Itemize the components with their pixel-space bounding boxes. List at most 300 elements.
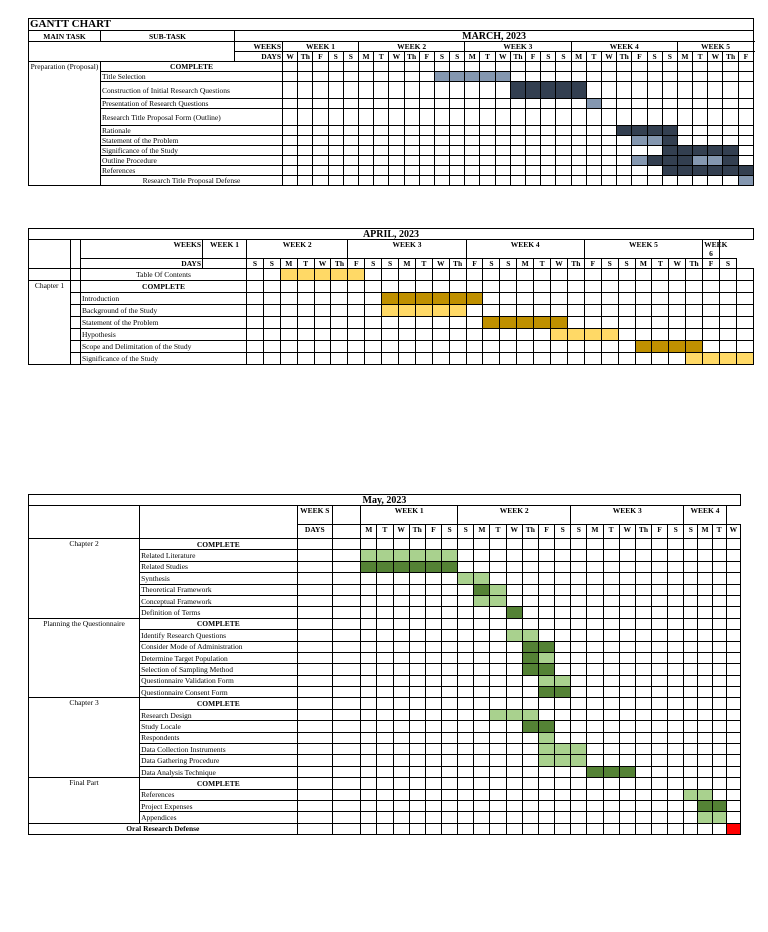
task-label: References: [140, 789, 298, 800]
gantt-cell: [361, 732, 377, 743]
gantt-cell: [712, 539, 726, 550]
gantt-cell: [555, 698, 571, 709]
gantt-cell: [712, 607, 726, 618]
gantt-bar-light: [331, 269, 348, 281]
gantt-cell: [465, 126, 480, 136]
gantt-bar-dark: [393, 561, 409, 572]
label-pad: [297, 698, 332, 709]
gantt-bar-dark: [474, 584, 490, 595]
gantt-cell: [652, 329, 669, 341]
gantt-cell: [652, 664, 668, 675]
gantt-cell: [382, 269, 399, 281]
gantt-cell: [393, 539, 409, 550]
gantt-cell: [283, 62, 298, 72]
gantt-cell: [526, 156, 541, 166]
gantt-cell: [361, 687, 377, 698]
gantt-cell: [603, 641, 619, 652]
task-label: Data Collection Instruments: [140, 744, 298, 755]
gantt-cell: [466, 269, 483, 281]
gantt-cell: [374, 126, 389, 136]
gantt-cell: [603, 573, 619, 584]
gantt-cell: [328, 136, 343, 146]
gantt-bar-light: [632, 136, 647, 146]
gantt-cell: [382, 329, 399, 341]
gantt-cell: [425, 823, 441, 834]
gantt-cell: [541, 99, 556, 109]
gantt-cell: [738, 146, 754, 156]
gantt-cell: [480, 99, 495, 109]
gantt-cell: [738, 156, 754, 166]
label-pad: [297, 550, 332, 561]
gantt-cell: [555, 630, 571, 641]
gantt-cell: [465, 146, 480, 156]
gantt-cell: [698, 641, 712, 652]
gantt-cell: [587, 687, 603, 698]
gantt-cell: [652, 721, 668, 732]
gantt-bar-dark: [669, 341, 686, 353]
gantt-cell: [555, 709, 571, 720]
label-pad: [297, 800, 332, 811]
gantt-cell: [361, 755, 377, 766]
gantt-cell: [587, 595, 603, 606]
gantt-cell: [466, 317, 483, 329]
gantt-cell: [419, 82, 434, 99]
gantt-cell: [571, 607, 587, 618]
gantt-cell: [374, 72, 389, 82]
gantt-bar-dark: [677, 166, 692, 176]
gantt-cell: [669, 353, 686, 365]
gantt-cell: [510, 62, 525, 72]
day-header: S: [719, 259, 736, 269]
gantt-cell: [506, 721, 522, 732]
label-pad2: [332, 687, 360, 698]
gantt-cell: [698, 561, 712, 572]
task-label: Outline Procedure: [101, 156, 283, 166]
gantt-cell: [458, 664, 474, 675]
day-header: F: [538, 525, 554, 539]
gantt-cell: [389, 109, 404, 126]
day-header: F: [425, 525, 441, 539]
gantt-bar-dark: [517, 317, 534, 329]
gantt-cell: [668, 652, 684, 663]
gantt-cell: [458, 812, 474, 823]
gantt-cell: [298, 62, 313, 72]
gantt-cell: [738, 136, 754, 146]
gantt-cell: [587, 584, 603, 595]
gantt-cell: [726, 766, 740, 777]
gantt-cell: [247, 353, 264, 365]
label-pad2: [332, 721, 360, 732]
gantt-bar-light: [361, 550, 377, 561]
gantt-cell: [617, 109, 632, 126]
gantt-cell: [668, 778, 684, 789]
gantt-cell: [409, 698, 425, 709]
gantt-cell: [425, 778, 441, 789]
gantt-cell: [297, 341, 314, 353]
gantt-cell: [603, 550, 619, 561]
gantt-cell: [409, 584, 425, 595]
gantt-cell: [313, 72, 328, 82]
gantt-bar-light: [465, 72, 480, 82]
day-header-blank: [332, 525, 360, 539]
gantt-cell: [490, 800, 506, 811]
gantt-cell: [419, 136, 434, 146]
gantt-cell: [314, 293, 331, 305]
gantt-cell: [441, 573, 457, 584]
gantt-cell: [506, 800, 522, 811]
gantt-cell: [635, 329, 652, 341]
gantt-cell: [474, 561, 490, 572]
day-header: S: [500, 259, 517, 269]
gantt-cell: [567, 293, 584, 305]
gantt-cell: [652, 652, 668, 663]
gantt-cell: [441, 709, 457, 720]
gantt-cell: [474, 744, 490, 755]
main-task-cell-empty: [29, 269, 71, 281]
gantt-cell: [490, 652, 506, 663]
gantt-cell: [480, 176, 495, 186]
day-header: S: [434, 52, 449, 62]
gantt-cell: [617, 176, 632, 186]
gantt-cell: [474, 709, 490, 720]
days-label: DAYS: [235, 52, 283, 62]
gantt-cell: [619, 744, 635, 755]
label-pad: [297, 652, 332, 663]
gantt-cell: [726, 584, 740, 595]
gantt-cell: [567, 317, 584, 329]
gantt-cell: [556, 176, 571, 186]
gantt-cell: [328, 176, 343, 186]
gantt-cell: [601, 126, 616, 136]
march-gantt-table: [28, 18, 754, 186]
gantt-cell: [441, 698, 457, 709]
task-label: Consider Mode of Administration: [140, 641, 298, 652]
gantt-cell: [409, 618, 425, 629]
gantt-cell: [506, 539, 522, 550]
gantt-cell: [374, 82, 389, 99]
gantt-cell: [652, 305, 669, 317]
gantt-cell: [635, 721, 651, 732]
gantt-cell: [712, 709, 726, 720]
gantt-cell: [603, 539, 619, 550]
gantt-cell: [541, 109, 556, 126]
gantt-cell: [409, 709, 425, 720]
gantt-cell: [506, 812, 522, 823]
gantt-cell: [506, 778, 522, 789]
gantt-cell: [425, 595, 441, 606]
defense-blank: [297, 823, 332, 834]
gantt-bar-light: [490, 595, 506, 606]
gantt-cell: [377, 607, 393, 618]
gantt-cell: [635, 550, 651, 561]
gantt-cell: [662, 62, 677, 72]
gantt-cell: [698, 630, 712, 641]
gantt-cell: [328, 99, 343, 109]
days-label: DAYS: [81, 259, 203, 269]
gantt-cell: [677, 99, 692, 109]
gantt-bar-dark: [632, 126, 647, 136]
gantt-cell: [668, 766, 684, 777]
day-header: T: [693, 52, 708, 62]
gantt-cell: [586, 62, 601, 72]
gantt-cell: [571, 687, 587, 698]
day-header: M: [517, 259, 534, 269]
gantt-cell: [587, 550, 603, 561]
gantt-cell: [571, 630, 587, 641]
gantt-cell: [348, 341, 365, 353]
gantt-cell: [441, 732, 457, 743]
complete-header: COMPLETE: [140, 618, 298, 629]
gantt-cell: [586, 156, 601, 166]
gantt-cell: [510, 99, 525, 109]
gantt-cell: [587, 721, 603, 732]
gantt-cell: [534, 329, 551, 341]
main-task-cell: Chapter 2: [29, 539, 140, 619]
gantt-cell: [618, 317, 635, 329]
gantt-cell: [677, 136, 692, 146]
gantt-cell: [458, 675, 474, 686]
gantt-cell: [719, 293, 736, 305]
gantt-cell: [458, 652, 474, 663]
gantt-cell: [247, 269, 264, 281]
task-label: Project Expenses: [140, 800, 298, 811]
label-pad2: [332, 539, 360, 550]
gantt-cell: [419, 126, 434, 136]
gantt-cell: [434, 176, 449, 186]
gantt-cell: [495, 82, 510, 99]
gantt-cell: [517, 341, 534, 353]
gantt-cell: [483, 293, 500, 305]
gantt-bar-dark: [555, 687, 571, 698]
gantt-cell: [736, 317, 753, 329]
gantt-cell: [506, 664, 522, 675]
gantt-cell: [686, 293, 703, 305]
gantt-cell: [247, 305, 264, 317]
gantt-cell: [409, 595, 425, 606]
gantt-cell: [601, 156, 616, 166]
gantt-cell: [652, 317, 669, 329]
day-header: S: [365, 259, 382, 269]
gantt-cell: [377, 539, 393, 550]
gantt-cell: [652, 630, 668, 641]
gantt-cell: [247, 281, 264, 293]
gantt-cell: [693, 62, 708, 72]
gantt-cell: [587, 800, 603, 811]
gantt-cell: [377, 618, 393, 629]
gantt-cell: [434, 126, 449, 136]
label-pad2: [332, 744, 360, 755]
gantt-cell: [374, 176, 389, 186]
gantt-cell: [361, 766, 377, 777]
gantt-cell: [652, 789, 668, 800]
gantt-cell: [684, 630, 698, 641]
gantt-cell: [425, 584, 441, 595]
gantt-cell: [619, 630, 635, 641]
gantt-cell: [647, 62, 662, 72]
gantt-cell: [474, 641, 490, 652]
gantt-cell: [601, 166, 616, 176]
gantt-cell: [389, 156, 404, 166]
gantt-cell: [490, 641, 506, 652]
gantt-cell: [450, 136, 465, 146]
gantt-cell: [425, 573, 441, 584]
gantt-cell: [619, 607, 635, 618]
gantt-cell: [458, 732, 474, 743]
gantt-cell: [314, 317, 331, 329]
gantt-cell: [538, 573, 554, 584]
gantt-cell: [280, 293, 297, 305]
gantt-cell: [738, 99, 754, 109]
gantt-cell: [712, 630, 726, 641]
gantt-bar-dark: [538, 641, 554, 652]
gantt-cell: [450, 146, 465, 156]
gantt-bar-dark: [587, 766, 603, 777]
gantt-cell: [668, 709, 684, 720]
gantt-cell: [358, 72, 373, 82]
day-header: Th: [409, 525, 425, 539]
gantt-bar-light: [708, 156, 723, 166]
gantt-cell: [283, 166, 298, 176]
gantt-cell: [404, 62, 419, 72]
gantt-bar-dark: [506, 607, 522, 618]
gantt-cell: [399, 281, 416, 293]
task-label: Research Title Proposal Form (Outline): [101, 109, 283, 126]
gantt-cell: [723, 82, 738, 99]
gantt-cell: [377, 675, 393, 686]
gantt-cell: [571, 675, 587, 686]
day-header: W: [726, 525, 740, 539]
gantt-cell: [736, 269, 753, 281]
gantt-cell: [522, 539, 538, 550]
gantt-cell: [541, 166, 556, 176]
gantt-cell: [555, 664, 571, 675]
gantt-cell: [510, 166, 525, 176]
gantt-cell: [425, 789, 441, 800]
gantt-cell: [538, 823, 554, 834]
gantt-cell: [684, 778, 698, 789]
task-label: Hypothesis: [81, 329, 247, 341]
gantt-cell: [419, 146, 434, 156]
gantt-cell: [684, 550, 698, 561]
gantt-cell: [556, 62, 571, 72]
week-header-4: WEEK 4: [684, 506, 726, 525]
gantt-cell: [377, 709, 393, 720]
gantt-cell: [495, 156, 510, 166]
gantt-cell: [358, 176, 373, 186]
gantt-cell: [571, 778, 587, 789]
gantt-cell: [283, 136, 298, 146]
gantt-cell: [668, 561, 684, 572]
gantt-cell: [361, 618, 377, 629]
spacer-cell: [71, 281, 81, 293]
gantt-cell: [441, 800, 457, 811]
gantt-bar-light: [632, 156, 647, 166]
gantt-cell: [669, 305, 686, 317]
gantt-cell: [506, 573, 522, 584]
gantt-cell: [377, 732, 393, 743]
gantt-cell: [458, 618, 474, 629]
gantt-bar-light: [584, 329, 601, 341]
gantt-cell: [538, 595, 554, 606]
gantt-cell: [415, 353, 432, 365]
day-header: Th: [635, 525, 651, 539]
day-header: Th: [449, 259, 466, 269]
gantt-cell: [377, 744, 393, 755]
gantt-cell: [662, 176, 677, 186]
gantt-bar-dark: [449, 293, 466, 305]
gantt-cell: [603, 800, 619, 811]
gantt-cell: [506, 698, 522, 709]
gantt-cell: [480, 146, 495, 156]
gantt-cell: [652, 687, 668, 698]
gantt-cell: [712, 744, 726, 755]
gantt-cell: [377, 800, 393, 811]
may-gantt-table: [28, 494, 741, 835]
gantt-cell: [541, 146, 556, 156]
gantt-cell: [393, 823, 409, 834]
gantt-cell: [314, 341, 331, 353]
gantt-cell: [490, 789, 506, 800]
gantt-cell: [409, 789, 425, 800]
gantt-cell: [313, 156, 328, 166]
gantt-cell: [331, 353, 348, 365]
gantt-bar-dark: [662, 166, 677, 176]
day-header: T: [374, 52, 389, 62]
day-header: S: [556, 52, 571, 62]
gantt-cell: [409, 800, 425, 811]
gantt-cell: [635, 709, 651, 720]
gantt-cell: [263, 269, 280, 281]
gantt-cell: [567, 353, 584, 365]
weeks-label: WEEKS: [235, 42, 283, 52]
gantt-cell: [712, 766, 726, 777]
day-header: S: [601, 259, 618, 269]
gantt-cell: [698, 744, 712, 755]
gantt-cell: [635, 630, 651, 641]
gantt-cell: [389, 126, 404, 136]
gantt-cell: [587, 561, 603, 572]
gantt-bar-dark: [662, 126, 677, 136]
gantt-cell: [693, 82, 708, 99]
gantt-cell: [374, 62, 389, 72]
gantt-cell: [434, 156, 449, 166]
gantt-cell: [495, 136, 510, 146]
gantt-cell: [587, 607, 603, 618]
week-header-5: WEEK 5: [584, 240, 702, 259]
gantt-cell: [483, 305, 500, 317]
gantt-cell: [474, 539, 490, 550]
day-header: F: [419, 52, 434, 62]
gantt-cell: [601, 82, 616, 99]
gantt-cell: [668, 789, 684, 800]
gantt-cell: [297, 293, 314, 305]
gantt-cell: [441, 789, 457, 800]
gantt-cell: [441, 664, 457, 675]
gantt-bar-dark: [432, 293, 449, 305]
gantt-cell: [441, 539, 457, 550]
gantt-cell: [635, 573, 651, 584]
gantt-cell: [409, 607, 425, 618]
gantt-cell: [465, 156, 480, 166]
label-pad2: [332, 561, 360, 572]
gantt-cell: [555, 607, 571, 618]
gantt-cell: [393, 778, 409, 789]
header-blank: [29, 42, 235, 62]
gantt-cell: [425, 709, 441, 720]
gantt-cell: [458, 584, 474, 595]
gantt-cell: [490, 698, 506, 709]
gantt-cell: [474, 812, 490, 823]
